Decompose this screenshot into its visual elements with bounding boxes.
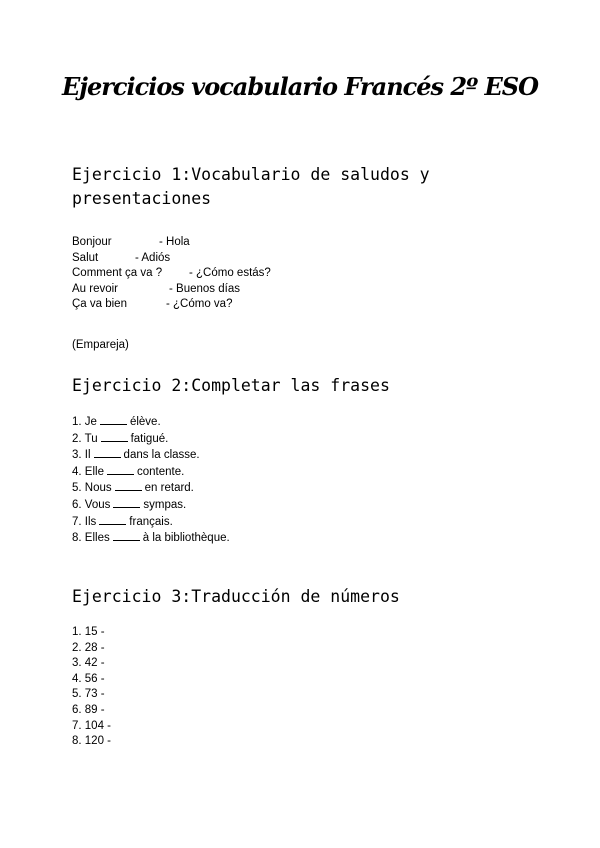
list-item: 8. Elles à la bibliothèque. (72, 532, 230, 545)
pair-spanish: - Adiós (135, 251, 171, 264)
list-item: 4. 56 - (72, 672, 105, 685)
pair-french: Bonjour (72, 236, 112, 248)
pair-row (72, 266, 271, 282)
document-title: Ejercicios vocabulario Francés 2º ESO (62, 72, 538, 101)
list-item: 3. 42 - (72, 657, 105, 670)
blank-line[interactable] (94, 447, 121, 458)
list-item: 3. Il dans la classe. (72, 449, 200, 462)
pair-spanish: - Buenos días (169, 282, 240, 295)
exercise3-list (72, 625, 111, 750)
list-item: 8. 120 - (72, 735, 111, 748)
pair-french: Ça va bien (72, 298, 127, 311)
list-item: 1. Je élève. (72, 416, 161, 428)
pair-french: Comment ça va ? (72, 267, 163, 280)
blank-line[interactable] (107, 464, 134, 475)
list-item: 2. Tu fatigué. (72, 432, 169, 445)
list-item: 2. 28 - (72, 641, 105, 654)
pair-french: Au revoir (72, 282, 119, 295)
pair-spanish: - ¿Cómo va? (166, 298, 233, 311)
exercise3-heading: Ejercicio 3:Traducción de números (72, 587, 400, 606)
blank-line[interactable] (100, 414, 127, 425)
list-item: 4. Elle contente. (72, 465, 185, 478)
exercise1-note: (Empareja) (72, 339, 129, 351)
exercise1-heading: Ejercicio 1:Vocabulario de saludos y presentaciones (72, 165, 440, 208)
list-item: 6. Vous sympas. (72, 498, 187, 511)
exercise1-pairs (72, 235, 271, 313)
pair-row (72, 282, 271, 298)
list-item: 6. 89 - (72, 703, 105, 716)
pair-spanish: - Hola (159, 236, 190, 248)
pair-french: Salut (72, 251, 99, 264)
list-item: 1. 15 - (72, 626, 105, 638)
pair-row (72, 251, 271, 267)
pair-spanish: - ¿Cómo estás? (189, 267, 271, 280)
exercise2-heading: Ejercicio 2:Completar las frases (72, 376, 390, 395)
list-item: 5. 73 - (72, 688, 105, 701)
pair-row (72, 235, 271, 251)
blank-line[interactable] (101, 431, 128, 442)
pair-row (72, 297, 271, 313)
list-item: 5. Nous en retard. (72, 482, 194, 495)
blank-line[interactable] (113, 530, 140, 541)
list-item: 7. Ils français. (72, 515, 173, 528)
exercise2-list (72, 414, 230, 547)
list-item: 7. 104 - (72, 719, 111, 732)
blank-line[interactable] (113, 497, 140, 508)
blank-line[interactable] (99, 514, 126, 525)
blank-line[interactable] (115, 480, 142, 491)
